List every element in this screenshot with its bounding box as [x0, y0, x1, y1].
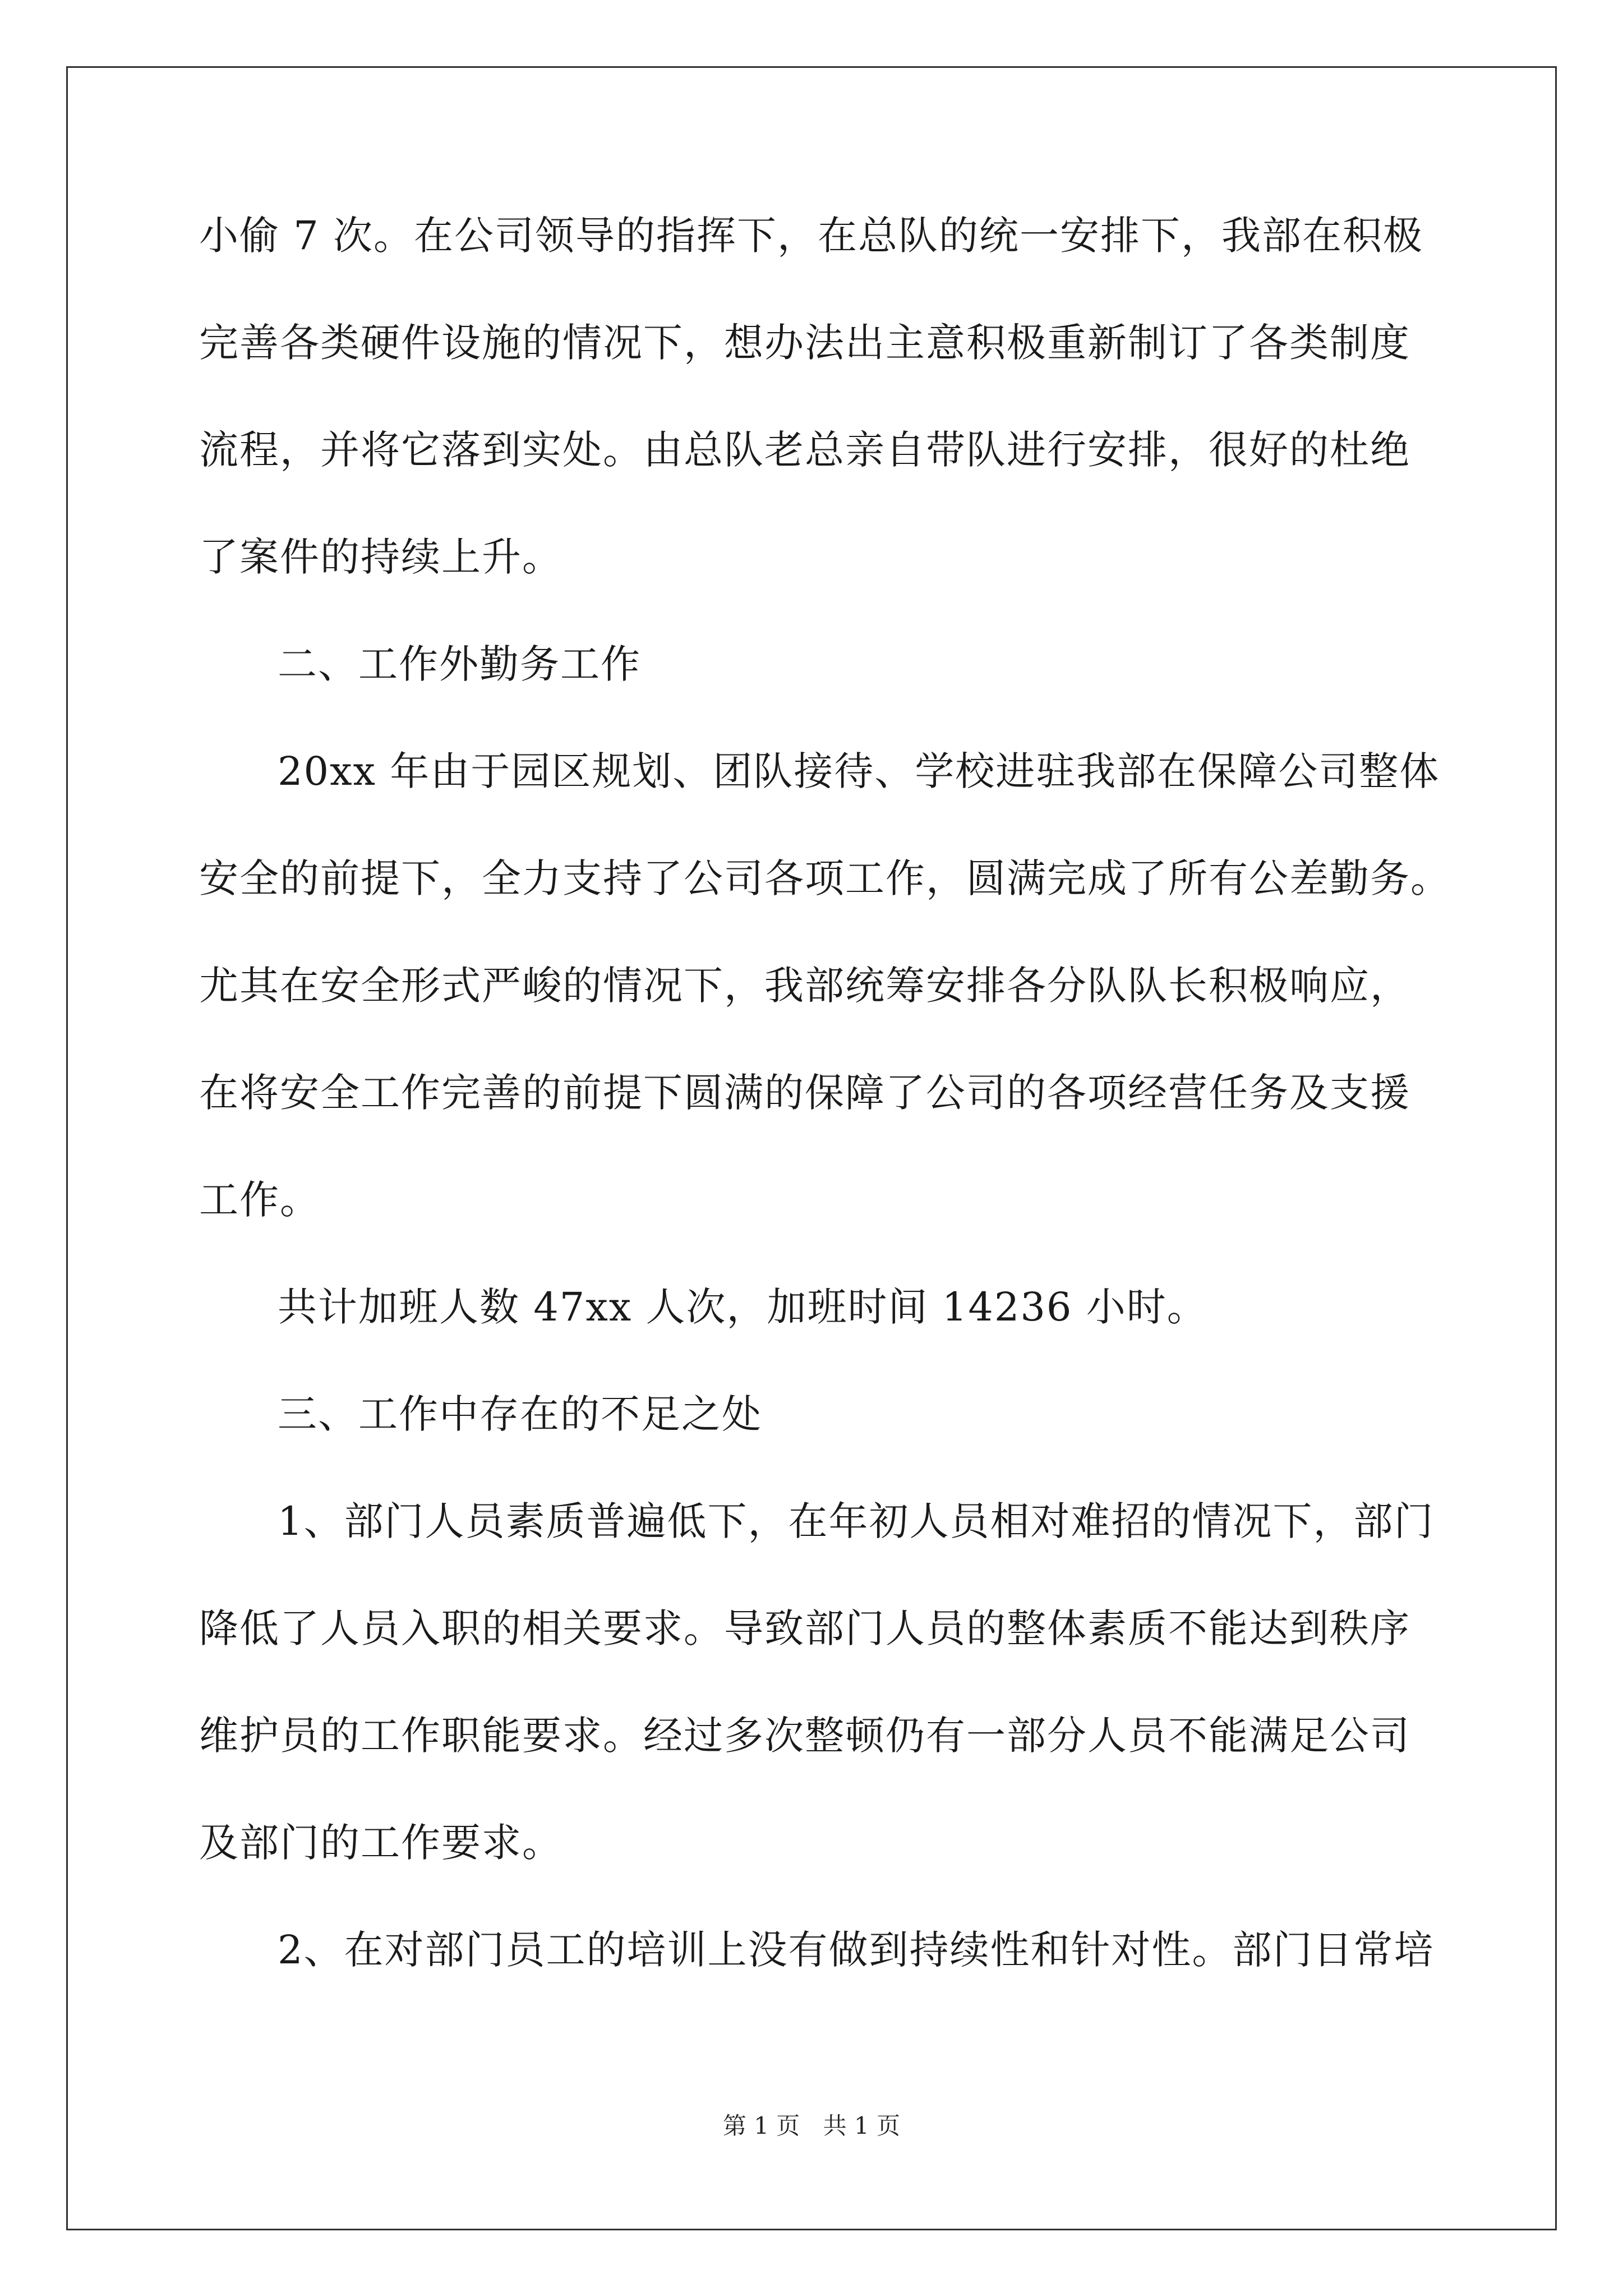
- text-line: 尤其在安全形式严峻的情况下，我部统筹安排各分队队长积极响应，: [199, 963, 1410, 1009]
- text-line: 工作。: [199, 1177, 320, 1223]
- section-heading: 二、工作外勤务工作: [278, 641, 641, 687]
- text-line: 共计加班人数 47xx 人次，加班时间 14236 小时。: [278, 1284, 1207, 1330]
- section-heading: 三、工作中存在的不足之处: [278, 1391, 762, 1437]
- text-line: 在将安全工作完善的前提下圆满的保障了公司的各项经营任务及支援: [199, 1070, 1410, 1116]
- text-line: 1、部门人员素质普遍低下，在年初人员相对难招的情况下，部门: [278, 1498, 1435, 1544]
- text-line: 及部门的工作要求。: [199, 1820, 562, 1866]
- text-line: 维护员的工作职能要求。经过多次整顿仍有一部分人员不能满足公司: [199, 1713, 1410, 1759]
- page-number-current: 第 1 页: [722, 2112, 800, 2139]
- page-footer: [0, 2109, 1623, 2143]
- text-line: 了案件的持续上升。: [199, 534, 562, 580]
- text-line: 安全的前提下，全力支持了公司各项工作，圆满完成了所有公差勤务。: [199, 855, 1451, 901]
- text-line: 流程，并将它落到实处。由总队老总亲自带队进行安排，很好的杜绝: [199, 427, 1410, 473]
- text-line: 降低了人员入职的相关要求。导致部门人员的整体素质不能达到秩序: [199, 1605, 1410, 1651]
- page-border: [66, 66, 1557, 2230]
- text-line: 小偷 7 次。在公司领导的指挥下，在总队的统一安排下，我部在积极: [199, 213, 1424, 259]
- text-line: 20xx 年由于园区规划、团队接待、学校进驻我部在保障公司整体: [278, 748, 1440, 794]
- page-number-total: 共 1 页: [823, 2112, 901, 2139]
- text-line: 2、在对部门员工的培训上没有做到持续性和针对性。部门日常培: [278, 1927, 1435, 1973]
- text-line: 完善各类硬件设施的情况下，想办法出主意积极重新制订了各类制度: [199, 320, 1410, 366]
